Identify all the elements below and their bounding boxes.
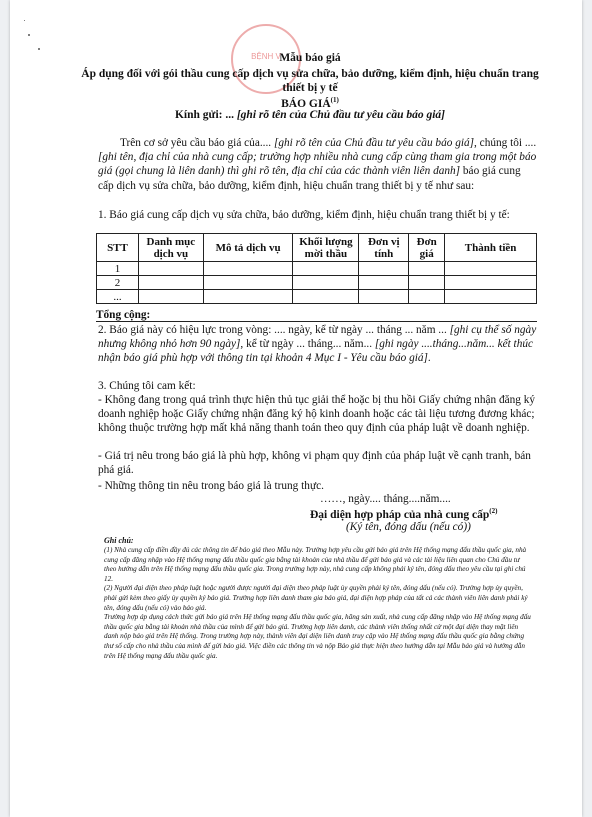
validity-placeholder-2: [ghi ngày ....tháng...năm... kết thúc nhận báo giá phù hợp với thông tin tại khoản 4 Mục I - Yêu cầu báo giá] [98, 338, 534, 365]
table-cell [138, 290, 203, 304]
validity-text-1: 2. Báo giá này có hiệu lực trong vòng: .... ngày, kể từ ngày ... tháng ... năm ... [98, 324, 450, 336]
form-name: Mẫu báo giá [279, 52, 341, 64]
table-cell [359, 276, 409, 290]
table-total-row: Tổng cộng: [96, 309, 537, 322]
document-page [10, 0, 582, 817]
table-cell [203, 276, 293, 290]
table-row [97, 276, 537, 290]
commitment-item-2: - Giá trị nêu trong báo giá là phù hợp, không vi phạm quy định của pháp luật về cạnh tranh, bán phá giá. [98, 450, 531, 477]
validity-paragraph [98, 323, 538, 366]
validity-text-3: . [427, 352, 431, 365]
title-text: BÁO GIÁ [281, 97, 331, 110]
signature-date: ……, ngày.... tháng....năm.... [320, 493, 451, 505]
recipient-line [70, 109, 550, 121]
note-2: (2) Người đại diện theo pháp luật hoặc người được người đại diện theo pháp luật ủy quyền phải ký tên, đóng dấu (nếu có). Trường hợp ủy quyền, phải gửi kèm theo giấy ủy quyền ký báo giá. Trường hợp liên danh tham gia báo giá, đại diện hợp pháp của tất cả các thành viên liên danh phải ký tên, đóng dấu (nếu có) vào báo giá. [104, 584, 528, 612]
table-cell [409, 276, 445, 290]
table-cell [203, 262, 293, 276]
col-header-unit-price: Đơn giá [409, 234, 445, 262]
scan-speck [24, 20, 25, 21]
table-header-row [97, 234, 537, 262]
notes-title: Ghi chú: [104, 536, 134, 545]
form-scope: Áp dụng đối với gói thầu cung cấp dịch vụ sửa chữa, bảo dưỡng, kiểm định, hiệu chuẩn trang thiết bị y tế [81, 68, 539, 94]
validity-text-2: , kể từ ngày ... tháng... năm... [240, 338, 375, 351]
col-header-unit: Đơn vị tính [359, 234, 409, 262]
table-cell [203, 290, 293, 304]
note-1: (1) Nhà cung cấp điền đầy đủ các thông tin để báo giá theo Mẫu này. Trường hợp yêu cầu gửi báo giá trên Hệ thống mạng đấu thầu quốc gia, nhà cung cấp đăng nhập vào Hệ thống mạng đấu thầu quốc gia bằng tài khoản của nhà thầu để gửi báo giá và các tài liệu liên quan cho Chủ đầu tư theo hướng dẫn trên Hệ thống mạng đấu thầu quốc gia. Trong trường hợp này, nhà cung cấp không phải ký tên, đóng dấu theo yêu cầu tại ghi chú 12. [104, 546, 527, 583]
note-3: Trường hợp áp dụng cách thức gửi báo giá trên Hệ thống mạng đấu thầu quốc gia, hãng sản xuất, nhà cung cấp đăng nhập vào Hệ thống mạng đấu thầu quốc gia bằng tài khoản nhà thầu của mình để gửi báo giá. Trường hợp liên danh, các thành viên thống nhất cử một đại diện thay mặt liên danh nộp báo giá trên Hệ thống. Trong trường hợp này, thành viên đại diện liên danh truy cập vào Hệ thống mạng đấu thầu quốc gia bằng chứng thư số cấp cho nhà thầu của mình để gửi báo giá. Việc điền các thông tin và nộp Báo giá thực hiện theo hướng dẫn tại Mẫu báo giá và hướng dẫn trên Hệ thống mạng đấu thầu quốc gia. [104, 613, 531, 660]
commitment-item-3: - Những thông tin nêu trong báo giá là trung thực. [98, 480, 324, 492]
col-header-amount: Thành tiền [445, 234, 537, 262]
validity-placeholder-1: [ghi cụ thể số ngày nhưng không nhỏ hơn 90 ngày] [98, 324, 537, 351]
table-cell [409, 262, 445, 276]
cell-stt: ... [97, 290, 139, 304]
table-cell [445, 290, 537, 304]
table-cell [293, 290, 359, 304]
table-cell [293, 276, 359, 290]
quotation-table [96, 233, 537, 304]
table-cell [409, 290, 445, 304]
intro-text-3: báo giá cung cấp dịch vụ sửa chữa, bảo dưỡng, kiểm định, hiệu chuẩn trang thiết bị y tế như sau: [98, 165, 521, 192]
document-title [70, 96, 550, 110]
recipient-label: Kính gửi: ... [174, 109, 237, 121]
signature-title-text: Đại diện hợp pháp của nhà cung cấp [310, 508, 490, 521]
intro-text-2: , chúng tôi .... [474, 137, 537, 149]
table-cell [293, 262, 359, 276]
title-footnote: (1) [330, 96, 339, 104]
intro-text-1: Trên cơ sở yêu cầu báo giá của.... [120, 137, 274, 149]
intro-placeholder-1: [ghi rõ tên của Chủ đầu tư yêu cầu báo giá] [273, 137, 475, 149]
table-cell [359, 290, 409, 304]
col-header-description: Mô tả dịch vụ [203, 234, 293, 262]
signature-footnote: (2) [489, 507, 498, 515]
table-cell [359, 262, 409, 276]
recipient-value: [ghi rõ tên của Chủ đầu tư yêu cầu báo giá] [236, 109, 446, 121]
intro-paragraph [98, 136, 538, 193]
table-cell [138, 276, 203, 290]
commitment-item-1: - Không đang trong quá trình thực hiện thủ tục giải thể hoặc bị thu hồi Giấy chứng nhận đăng ký doanh nghiệp hoặc Giấy chứng nhận đăng ký hộ kinh doanh hoặc các tài liệu tương đương khác; không thuộc trường hợp mất khả năng thanh toán theo quy định của pháp luật về doanh nghiệp. [98, 394, 536, 435]
table-cell [445, 262, 537, 276]
notes-block [104, 546, 532, 661]
section-1-heading: 1. Báo giá cung cấp dịch vụ sửa chữa, bảo dưỡng, kiểm định, hiệu chuẩn trang thiết bị y tế: [98, 209, 510, 221]
signature-subtitle: (Ký tên, đóng dấu (nếu có)) [346, 521, 471, 533]
intro-placeholder-2: [ghi tên, địa chỉ của nhà cung cấp; trường hợp nhiều nhà cung cấp cùng tham gia trong một báo giá (gọi chung là liên danh) thì ghi rõ tên, địa chỉ của các thành viên liên danh] [98, 151, 537, 178]
scan-speck [28, 34, 30, 36]
col-header-volume: Khối lượng mời thầu [293, 234, 359, 262]
col-header-service-list: Danh mục dịch vụ [138, 234, 203, 262]
table-cell [445, 276, 537, 290]
scan-speck [38, 48, 40, 50]
stamp-text: BỆNH V [251, 52, 281, 61]
signature-title [310, 507, 497, 521]
table-row [97, 290, 537, 304]
col-header-stt: STT [97, 234, 139, 262]
cell-stt: 2 [97, 276, 139, 290]
table-row [97, 262, 537, 276]
commitment-heading: 3. Chúng tôi cam kết: [98, 380, 196, 392]
table-cell [138, 262, 203, 276]
cell-stt: 1 [97, 262, 139, 276]
